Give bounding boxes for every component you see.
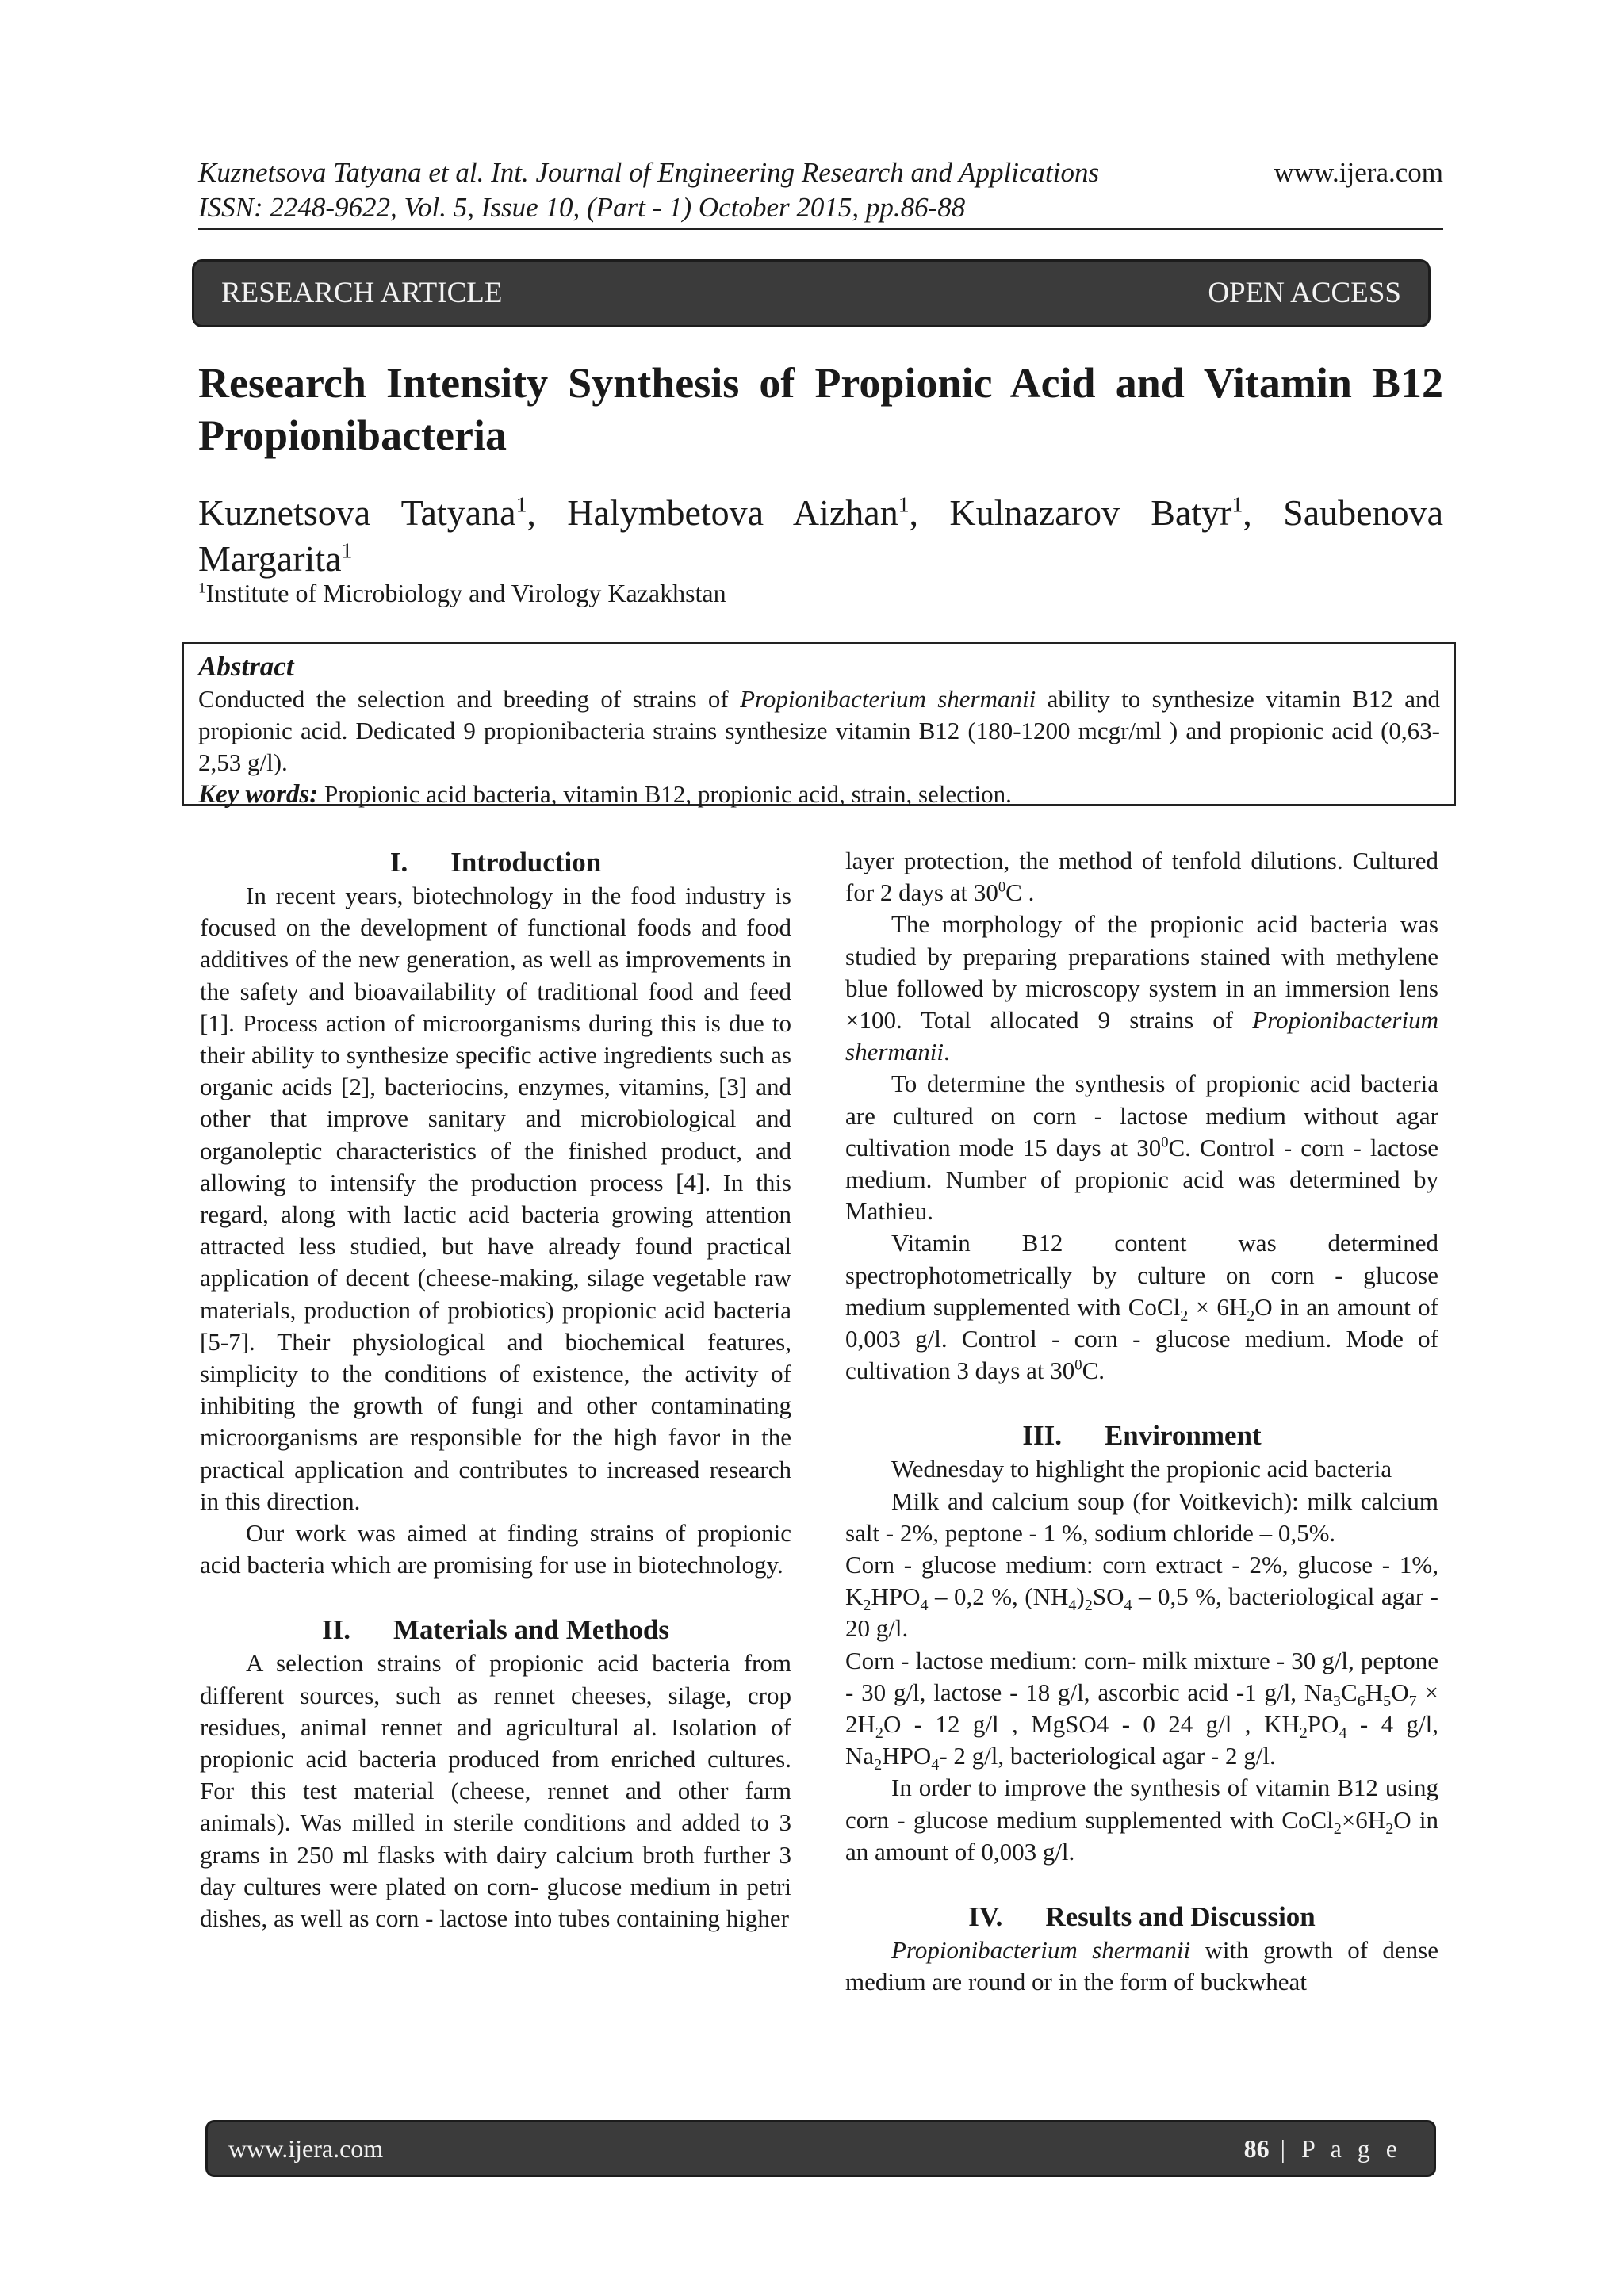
section-title: Introduction [450,847,602,878]
affil-mark: 1 [198,580,206,597]
author-affil-mark: 1 [515,492,527,517]
abstract-box [182,642,1456,809]
section-heading-environment [845,1418,1438,1453]
species-name: Propionibacterium shermanii [740,685,1036,713]
article-type-banner [194,262,1428,325]
header-site-link[interactable]: www.ijera.com [1274,157,1443,188]
improvement-paragraph: In order to improve the synthesis of vitamin B12 using corn - glucose medium supplemented with $CoCl_2\times 6H_2O$ in an amount of 0,003 g/l. [845,1774,1438,1866]
section-title: Materials and Methods [393,1614,670,1646]
section-number: III. [1022,1420,1062,1452]
intro-paragraph-2: Our work was aimed at finding strains of propionic acid bacteria which are promising for use in biotechnology. [200,1519,791,1579]
vitamin-paragraph: Vitamin B12 content was determined spectrophotometrically by culture on corn - glucose medium supplemented with CoCl$_2$ × $6H_2O$ in an amount of 0,003 g/l. Control - corn - glucose medium. Mode of cultivation 3 days at $30^0C$. [845,1229,1438,1385]
determination-paragraph: To determine the synthesis of propionic acid bacteria are cultured on corn - lactose medium without agar cultivation mode 15 days at $30^0C$. Control - corn - lactose medium. Number of propionic acid was determined by Mathieu. [845,1070,1438,1226]
section-heading-results [845,1900,1438,1934]
keywords-label: Key words: [198,780,319,809]
abstract-body [198,683,1440,779]
section-number: I. [389,847,408,878]
running-header [198,155,1443,225]
environment-paragraph-2: Milk and calcium soup (for Voitkevich): milk calcium salt - 2%, peptone - 1 %, sodium chloride – 0,5%. [845,1487,1438,1547]
author-name: Saubenova Margarita [198,492,1443,579]
author-name: Kulnazarov Batyr [949,492,1232,533]
header-divider [198,228,1443,230]
abstract-text: ability to synthesize vitamin B12 and propionic acid. Dedicated 9 propionibacteria strains synthesize vitamin B12 (180-1200 mcgr/ml ) and propionic acid (0,63- 2,53 g/l). [198,685,1440,776]
page-number: 86 | P a g e [1243,2134,1402,2163]
section-title: Environment [1104,1420,1262,1452]
author-affil-mark: 1 [1231,492,1243,517]
issn-line: ISSN: 2248-9622, Vol. 5, Issue 10, (Part - 1) October 2015, pp.86-88 [198,192,966,223]
glucose-medium-paragraph: Corn - glucose medium: corn extract - 2%, glucose - 1%, $K_2HPO_4 - 0,2$ %, $(NH_4)_2SO_4 - 0,5$ %, bacteriological agar - 20 g/l. [845,1551,1439,1643]
section-heading-introduction [200,845,791,880]
banner-research-article: RESEARCH ARTICLE [221,277,503,309]
section-title: Results and Discussion [1045,1901,1316,1933]
environment-paragraph-1: Wednesday to highlight the propionic acid bacteria [891,1455,1392,1483]
right-column [845,845,1438,1999]
page-footer [208,2122,1434,2175]
species-name: Propionibacterium shermanii [891,1936,1191,1965]
banner-open-access: OPEN ACCESS [1208,277,1401,309]
section-heading-methods [200,1613,791,1647]
results-paragraph-1: Propionibacterium shermanii with growth of dense medium are round or in the form of buckwheat [845,1936,1438,1996]
abstract-heading: Abstract [198,651,294,682]
left-column [200,845,791,1934]
author-list: Kuznetsova Tatyana$^1$, Halymbetova Aizhan$^1$, Kulnazarov Batyr$^1$, Saubenova Margarita$^1$ [198,492,1443,579]
species-name: Propionibacterium shermanii [845,1006,1438,1066]
affiliation [198,577,726,609]
author-affil-mark: 1 [341,538,353,563]
abstract-text: Conducted the selection and breeding of strains of [198,685,741,713]
journal-line: Kuznetsova Tatyana et al. Int. Journal of Engineering Research and Applications [198,157,1100,188]
author-name: Halymbetova Aizhan [567,492,898,533]
section-number: IV. [968,1901,1003,1933]
methods-continuation: layer protection, the method of tenfold dilutions. Cultured for 2 days at $30^0C$ . [845,847,1438,907]
keywords [198,779,1440,810]
intro-paragraph-1: In recent years, biotechnology in the food industry is focused on the development of functional foods and food additives of the new generation, as well as improvements in the safety and bioavailability of traditional food and feed [1]. Process action of microorganisms during this is due to their ability to synthesize specific active ingredients such as organic acids [2], bacteriocins, enzymes, vitamins, [3] and other that improve sanitary and microbiological and organoleptic characteristics of the finished product, and allowing to intensify the production process [4]. In this regard, along with lactic acid bacteria growing attention attracted less studied, but have already found practical application of decent (cheese-making, silage vegetable raw materials, production of probiotics) propionic acid bacteria [5-7]. Their physiological and biochemical features, simplicity to the conditions of existence, the activity of inhibiting the growth of fungi and other contaminating microorganisms are responsible for the high favor in the practical application and contributes to increased research in this direction. [200,882,791,1515]
methods-paragraph-1: A selection strains of propionic acid bacteria from different sources, such as rennet cheeses, silage, crop residues, animal rennet and agricultural al. Isolation of propionic acid bacteria produced from enriched cultures. For this test material (cheese, rennet and other farm animals). Was milled in sterile conditions and added to 3 grams in 250 ml flasks with dairy calcium broth further 3 day cultures were plated on corn- glucose medium in petri dishes, as well as corn - lactose into tubes containing higher [200,1649,791,1933]
morphology-paragraph: The morphology of the propionic acid bacteria was studied by preparing preparations stained with methylene blue followed by microscopy system in an immersion lens ×100. Total allocated 9 strains of Propionibacterium shermanii. [845,910,1438,1066]
author-affil-mark: 1 [898,492,910,517]
affil-text: Institute of Microbiology and Virology Kazakhstan [205,579,726,607]
keywords-text: Propionic acid bacteria, vitamin B12, propionic acid, strain, selection. [318,780,1012,808]
section-number: II. [321,1614,350,1646]
author-name: Kuznetsova Tatyana [198,492,516,533]
paper-title: Research Intensity Synthesis of Propionic Acid and Vitamin B12 Propionibacteria [198,359,1443,459]
lactose-medium-paragraph: Corn - lactose medium: corn- milk mixture - 30 g/l, peptone - 30 g/l, lactose - 18 g/l, ascorbic acid -1 g/l, $Na_3C_6H_5O_7 \times 2H_2O - 12$ g/l , MgSO4 - 0 24 g/l , $KH_2PO_4 - 4$ g/l, $Na_2HPO_4-$ 2 g/l, bacteriological agar - 2 g/l. [845,1646,1438,1774]
footer-site-link[interactable]: www.ijera.com [228,2134,384,2163]
